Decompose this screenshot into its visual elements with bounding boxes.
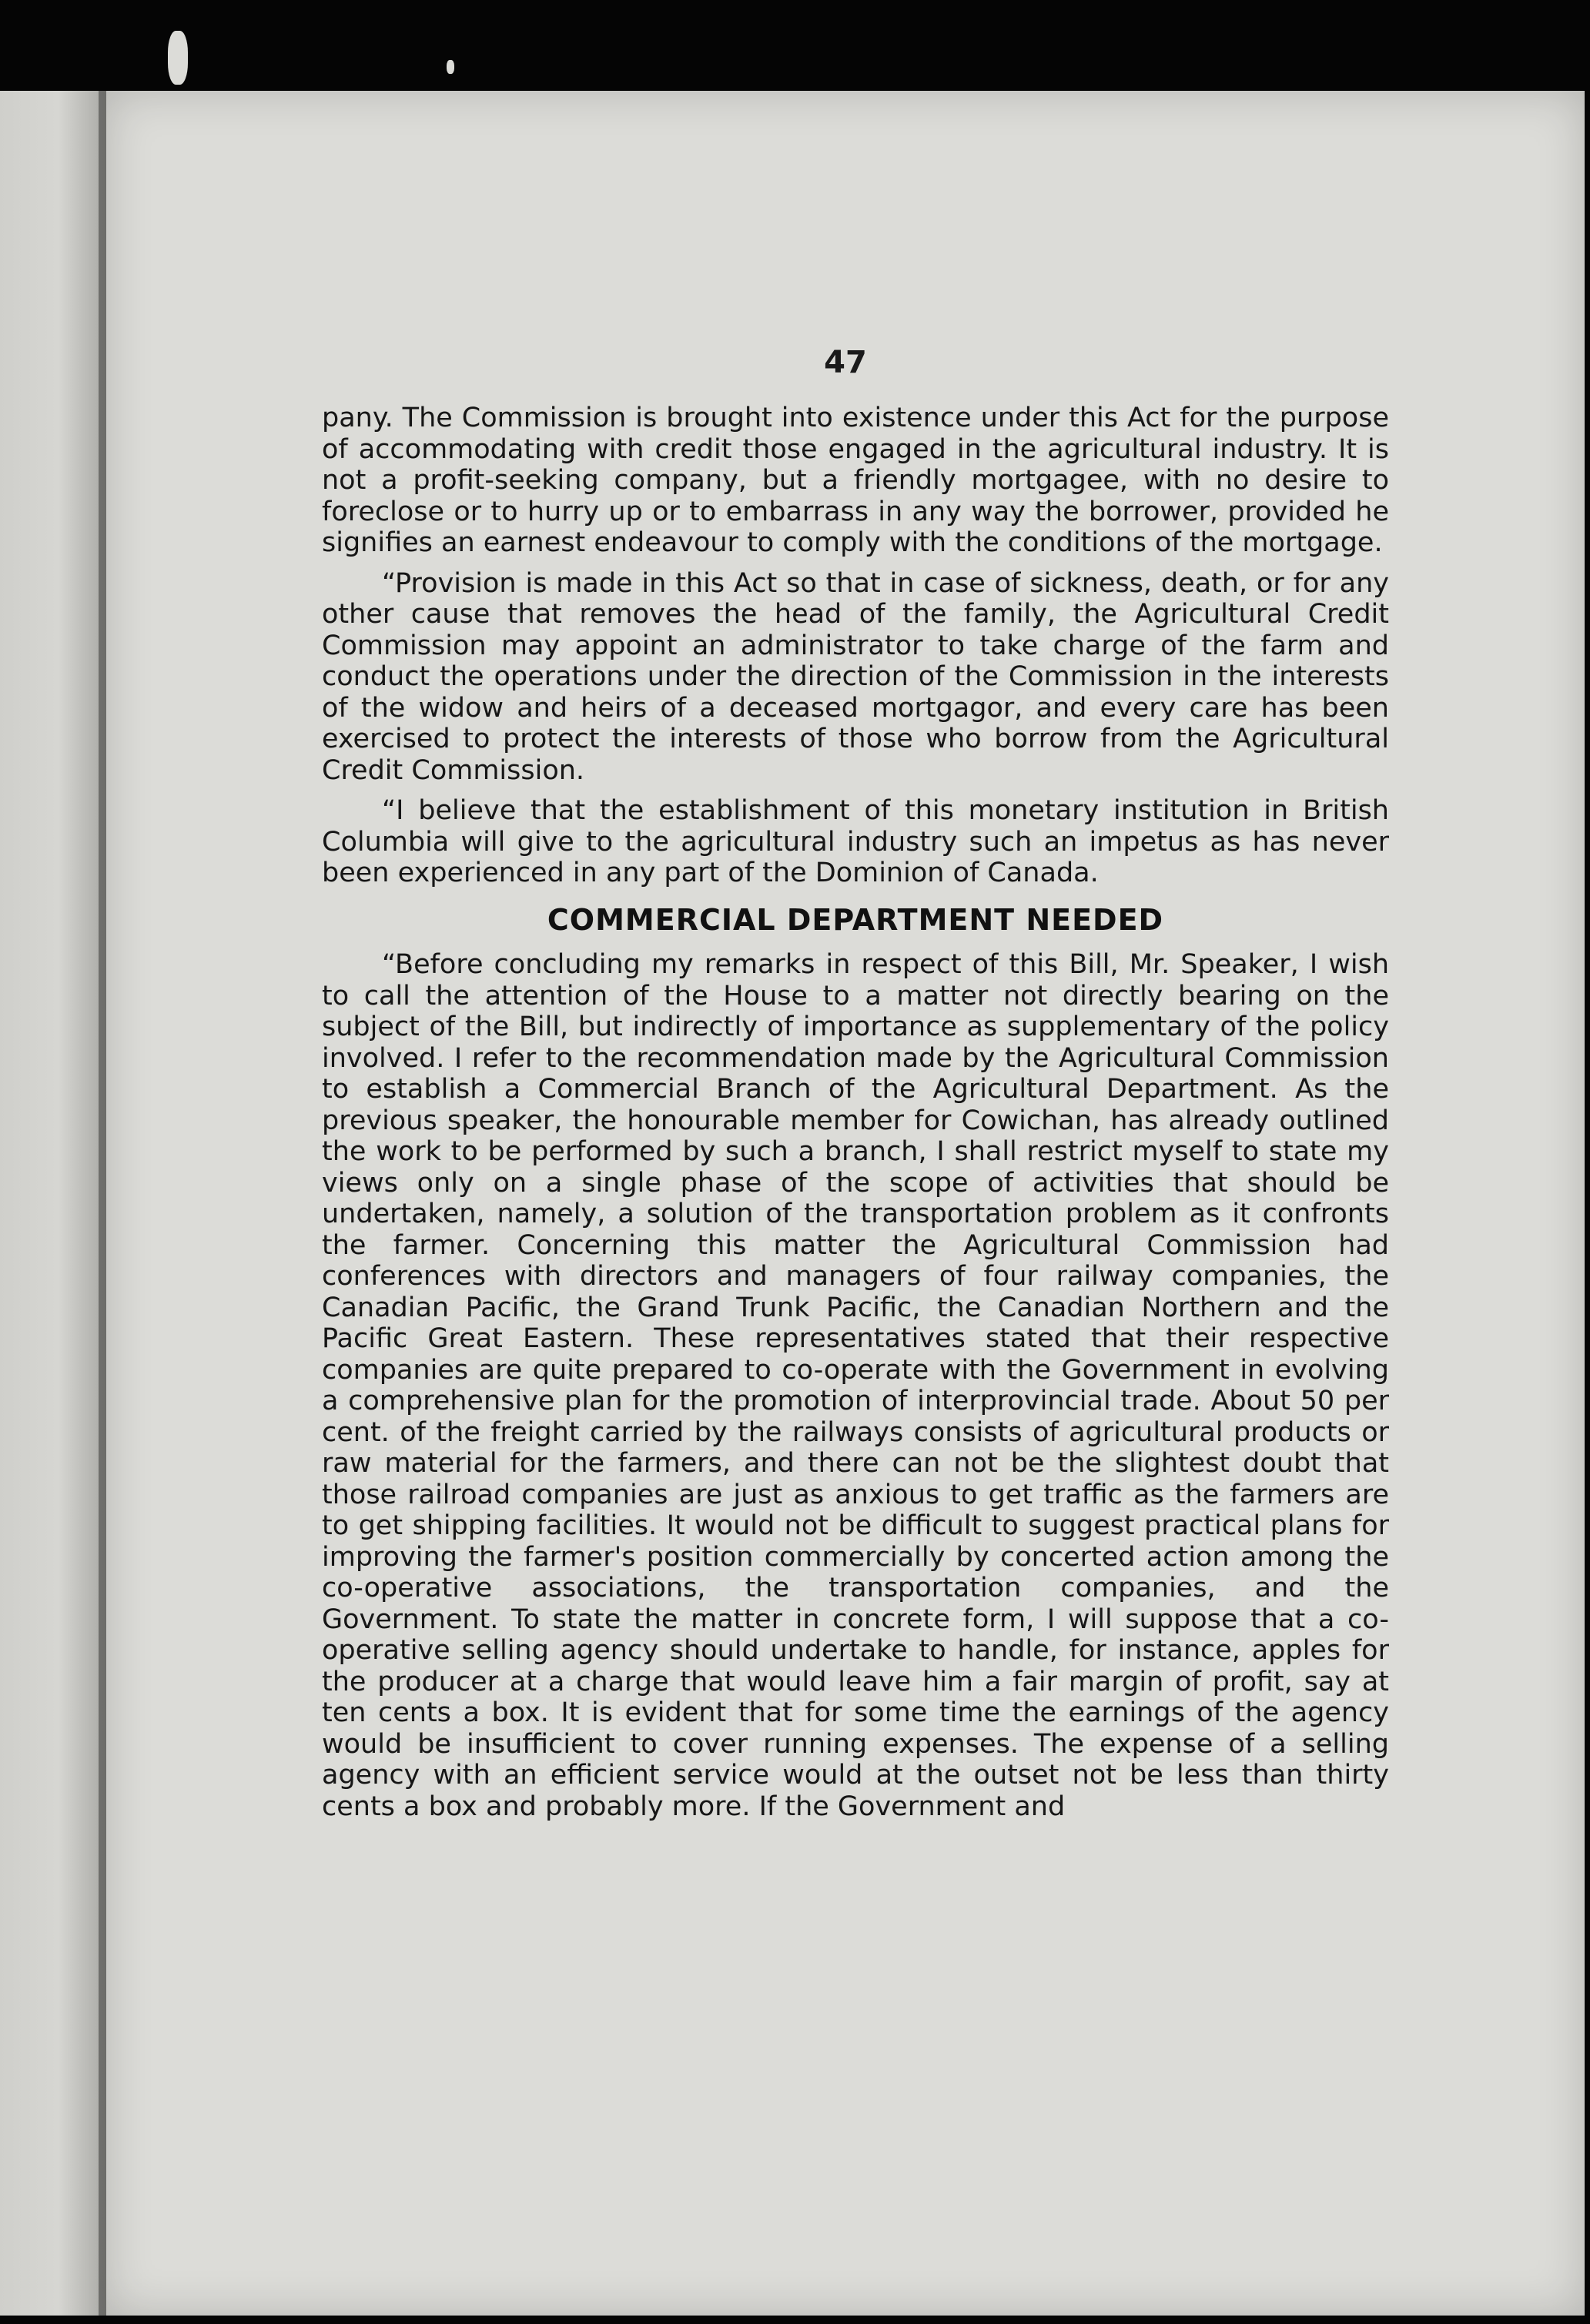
scan-speck bbox=[447, 60, 454, 74]
section-heading: COMMERCIAL DEPARTMENT NEEDED bbox=[547, 902, 1164, 937]
paragraph-believe: “I believe that the establishment of this monetary institution in British Columbia will give to the agricultural industry such an impetus as has never been experienced in any part of the Dominion of Canada. bbox=[322, 795, 1389, 888]
paragraph-commercial: “Before concluding my remarks in respect of this Bill, Mr. Speaker, I wish to call the attention of the House to a matter not directly bearing on the subject of the Bill, but indirectly of importance as supplementary of the policy involved. I refer to the recommendation made by the Agricultural Commission to establish a Commercial Branch of the Agricultural Department. As the previous speaker, the honourable member for Cowichan, has already outlined the work to be performed by such a branch, I shall restrict myself to state my views only on a single phase of the scope of activities that should be undertaken, namely, a solution of the transportation problem as it confronts the farmer. Concerning this matter the Agricultural Commission had conferences with directors and managers of four railway companies, the Canadian Pacific, the Grand Trunk Pacific, the Canadian Northern and the Pacific Great Eastern. These representatives stated that their respective companies are quite prepared to co-operate with the Government in evolving a comprehensive plan for the promotion of interprovincial trade. About 50 per cent. of the freight carried by the railways consists of agricultural products or raw material for the farmers, and there can not be the slightest doubt that those railroad companies are just as anxious to get traffic as the farmers are to get shipping facilities. It would not be difficult to suggest practical plans for improving the farmer's position commercially by concerted action among the co-operative associations, the transportation companies, and the Government. To state the matter in concrete form, I will suppose that a co-operative selling agency should undertake to handle, for instance, apples for the producer at a charge that would leave him a fair margin of profit, say at ten cents a box. It is evident that for some time the earnings of the agency would be insufficient to cover running expenses. The expense of a selling agency with an efficient service would at the outset not be less than thirty cents a box and probably more. If the Government and bbox=[322, 949, 1389, 1822]
spine-edge bbox=[99, 91, 106, 2316]
book-spine bbox=[0, 91, 106, 2316]
book-page bbox=[106, 91, 1585, 2316]
paragraph-continued: pany. The Commission is brought into existence under this Act for the purpose of accommodating with credit those engaged in the agricultural industry. It is not a profit-seeking company, but a friendly mortgagee, with no desire to foreclose or to hurry up or to embarrass in any way the borrower, provided he signifies an earnest endeavour to comply with the conditions of the mortgage. bbox=[322, 403, 1389, 558]
scan-speck bbox=[168, 31, 188, 85]
page-number: 47 bbox=[824, 345, 867, 380]
paragraph-provision: “Provision is made in this Act so that in case of sickness, death, or for any other cause that removes the head of the family, the Agricultural Credit Commission may appoint an administrator to take charge of the farm and conduct the operations under the direction of the Commission in the interests of the widow and heirs of a deceased mortgagor, and every care has been exercised to protect the interests of those who borrow from the Agricultural Credit Commission. bbox=[322, 567, 1389, 786]
page-body bbox=[322, 403, 1389, 1831]
